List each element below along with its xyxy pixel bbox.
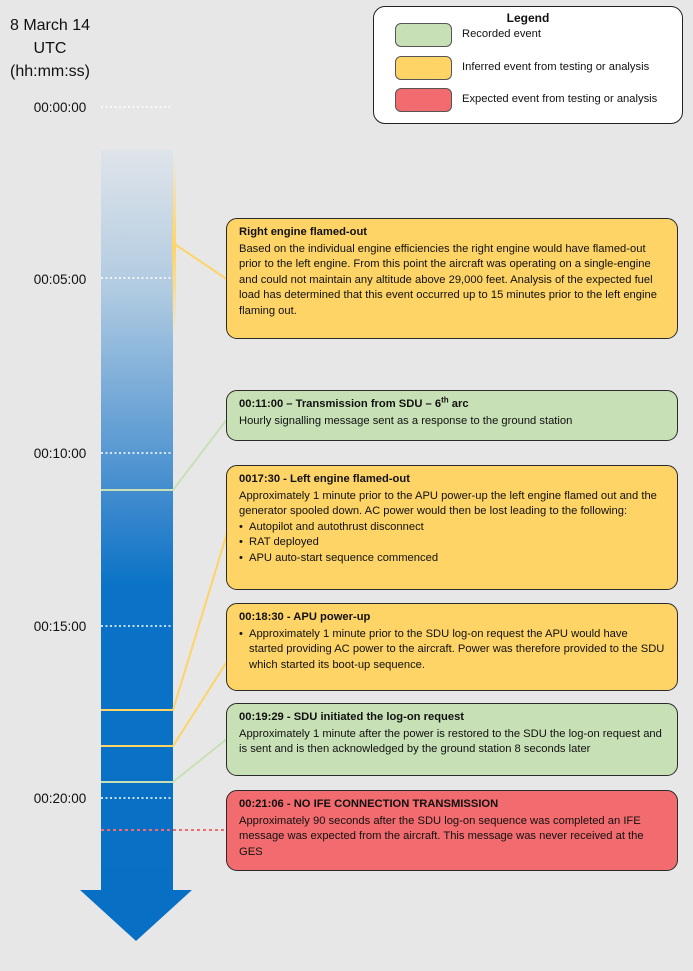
legend-swatch-inferred: [395, 56, 452, 80]
time-label-10-00: 00:10:00: [33, 446, 87, 461]
event-apu-power-up: [226, 603, 678, 691]
bullet-item: • Approximately 1 minute prior to the SDU log-on request the APU would have started providing AC power to the aircraft. Power was therefore provided to the SDU which started its boot-up sequence.: [249, 627, 665, 674]
event-bullets: [239, 627, 665, 674]
event-right-engine: [226, 218, 678, 339]
event-title: 00:19:29 - SDU initiated the log-on request: [239, 711, 465, 723]
bullet-item: • APU auto-start sequence commenced: [249, 551, 665, 567]
event-title: 0017:30 - Left engine flamed-out: [239, 473, 410, 485]
legend-label-expected: Expected event from testing or analysis: [462, 93, 658, 105]
event-sdu-logon: [226, 703, 678, 776]
connector-right-engine: [173, 243, 228, 280]
event-title: 00:21:06 - NO IFE CONNECTION TRANSMISSION: [239, 798, 499, 810]
event-bullets: [239, 520, 665, 567]
event-title: Right engine flamed-out: [239, 226, 368, 238]
legend-swatch-expected: [395, 88, 452, 112]
event-body: Hourly signalling message sent as a response to the ground station: [239, 414, 573, 427]
legend-swatch-recorded: [395, 23, 452, 47]
time-label-15-00: 00:15:00: [33, 619, 87, 634]
bullet-item: • RAT deployed: [249, 535, 665, 551]
legend-title: Legend: [506, 11, 550, 25]
event-body: Based on the individual engine efficiencies the right engine would have flamed-out prior to the left engine. From this point the aircraft was operating on a single-engine and could not maintain any altitude above 29,000 feet. Analysis of the expected fuel load has determined that this event occurred up to 15 minutes prior to the left engine flaming out.: [239, 242, 657, 317]
event-left-engine: [226, 465, 678, 590]
bullet-item: • Autopilot and autothrust disconnect: [249, 520, 665, 536]
event-body: Approximately 90 seconds after the SDU log-on sequence was completed an IFE message was expected from the aircraft. This message was never received at the GES: [239, 814, 644, 858]
time-label-20-00: 00:20:00: [33, 791, 87, 806]
event-body: Approximately 1 minute after the power is restored to the SDU the log-on request and is sent and is then acknowledged by the ground station 8 seconds later: [239, 727, 662, 756]
event-sdu-transmission: [226, 390, 678, 441]
legend-label-recorded: Recorded event: [462, 28, 541, 40]
legend: [373, 6, 683, 124]
time-label-05-00: 00:05:00: [33, 272, 87, 287]
date-label: 8 March 14: [9, 17, 91, 34]
event-title: 00:18:30 - APU power-up: [239, 611, 371, 623]
event-title: 00:11:00 – Transmission from SDU – 6th arc: [239, 395, 469, 410]
event-no-ife-connection: [226, 790, 678, 871]
right-engine-window: [172, 160, 176, 335]
legend-label-inferred: Inferred event from testing or analysis: [462, 61, 650, 73]
time-label-00-00: 00:00:00: [33, 100, 87, 115]
utc-label: UTC: [33, 40, 67, 57]
time-format-label: (hh:mm:ss): [10, 63, 90, 80]
event-body: Approximately 1 minute prior to the APU power-up the left engine flamed out and the generator spooled down. AC power would then be lost leading to the following:: [239, 489, 657, 518]
